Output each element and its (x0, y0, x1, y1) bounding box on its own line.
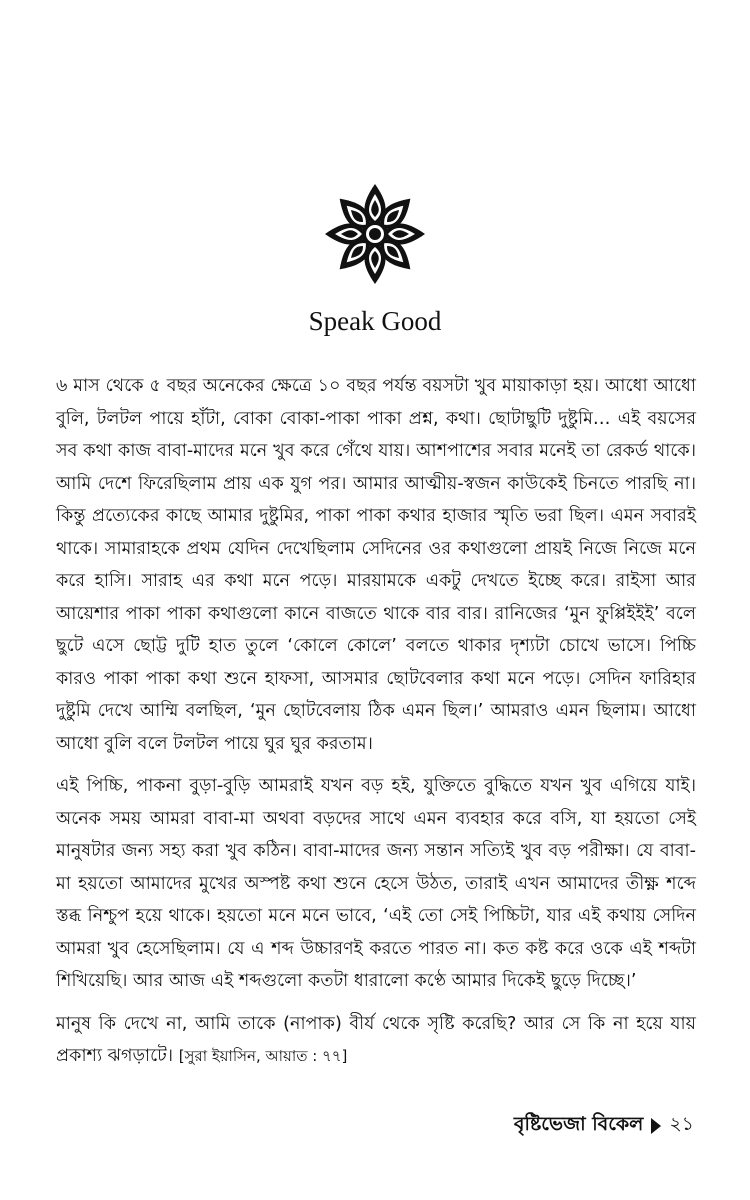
quote-paragraph (56, 1008, 696, 1073)
page-number: ২১ (669, 1113, 694, 1135)
paragraph-1: ৬ মাস থেকে ৫ বছর অনেকের ক্ষেত্রে ১০ বছর পর্যন্ত বয়সটা খুব মায়াকাড়া হয়। আধো আধো বুলি, টলটল পায়ে হাঁটা, বোকা বোকা-পাকা পাকা প্রশ্ন, কথা। ছোটাছুটি দুষ্টুমি… এই বয়সের সব কথা কাজ বাবা-মাদের মনে খুব করে গেঁথে যায়। আশপাশের সবার মনেই তা রেকর্ড থাকে। আমি দেশে ফিরেছিলাম প্রায় এক যুগ পর। আমার আত্মীয়-স্বজন কাউকেই চিনতে পারছি না। কিন্তু প্রত্যেকের কাছে আমার দুষ্টুমির, পাকা পাকা কথার হাজার স্মৃতি ভরা ছিল। এমন সবারই থাকে। সামারাহকে প্রথম যেদিন দেখেছিলাম সেদিনের ওর কথাগুলো প্রায়ই নিজে নিজে মনে করে হাসি। সারাহ এর কথা মনে পড়ে। মারয়ামকে একটু দেখতে ইচ্ছে করে। রাইসা আর আয়েশার পাকা পাকা কথাগুলো কানে বাজতে থাকে বার বার। রানিজের ‘মুন ফুপ্পিইইই’ বলে ছুটে এসে ছোট্ট দুটি হাত তুলে ‘কোলে কোলে’ বলতে থাকার দৃশ্যটা চোখে ভাসে। পিচ্চি কারও পাকা পাকা কথা শুনে হাফসা, আসমার ছোটবেলার কথা মনে পড়ে। সেদিন ফারিহার দুষ্টুমি দেখে আম্মি বলছিল, ‘মুন ছোটবেলায় ঠিক এমন ছিল।’ আমরাও এমন ছিলাম। আধো আধো বুলি বলে টলটল পায়ে ঘুর ঘুর করতাম। (56, 376, 696, 754)
paragraph-2: এই পিচ্চি, পাকনা বুড়া-বুড়ি আমরাই যখন বড় হই, যুক্তিতে বুদ্ধিতে যখন খুব এগিয়ে যাই। অনেক সময় আমরা বাবা-মা অথবা বড়দের সাথে এমন ব্যবহার করে বসি, যা হয়তো সেই মানুষটার জন্য সহ্য করা খুব কঠিন। বাবা-মাদের জন্য সন্তান সত্যিই খুব বড় পরীক্ষা। যে বাবা-মা হয়তো আমাদের মুখের অস্পষ্ট কথা শুনে হেসে উঠত, তারাই এখন আমাদের তীক্ষ্ণ শব্দে স্তব্ধ নিশ্চুপ হয়ে থাকে। হয়তো মনে মনে ভাবে, ‘এই তো সেই পিচ্চিটা, যার এই কথায় সেদিন আমরা খুব হেসেছিলাম। যে এ শব্দ উচ্চারণই করতে পারত না। কত কষ্ট করে ওকে এই শব্দটা শিখিয়েছি। আর আজ এই শব্দগুলো কতটা ধারালো কণ্ঠে আমার দিকেই ছুড়ে দিচ্ছে।’ (56, 776, 696, 991)
page-footer (514, 1110, 694, 1142)
book-title: বৃষ্টিভেজা বিকেল (513, 1113, 644, 1135)
quote-text: মানুষ কি দেখে না, আমি তাকে (নাপাক) বীর্য থেকে সৃষ্টি করেছি? আর সে কি না হয়ে যায় প্রকাশ্য ঝগড়াটে। (56, 1013, 696, 1066)
triangle-icon (651, 1118, 661, 1134)
quote-reference: [সুরা ইয়াসিন, আয়াত : ৭৭] (178, 1047, 348, 1065)
flower-ornament-icon (320, 182, 430, 286)
body-text (56, 370, 696, 1083)
page-title: Speak Good (308, 306, 442, 336)
